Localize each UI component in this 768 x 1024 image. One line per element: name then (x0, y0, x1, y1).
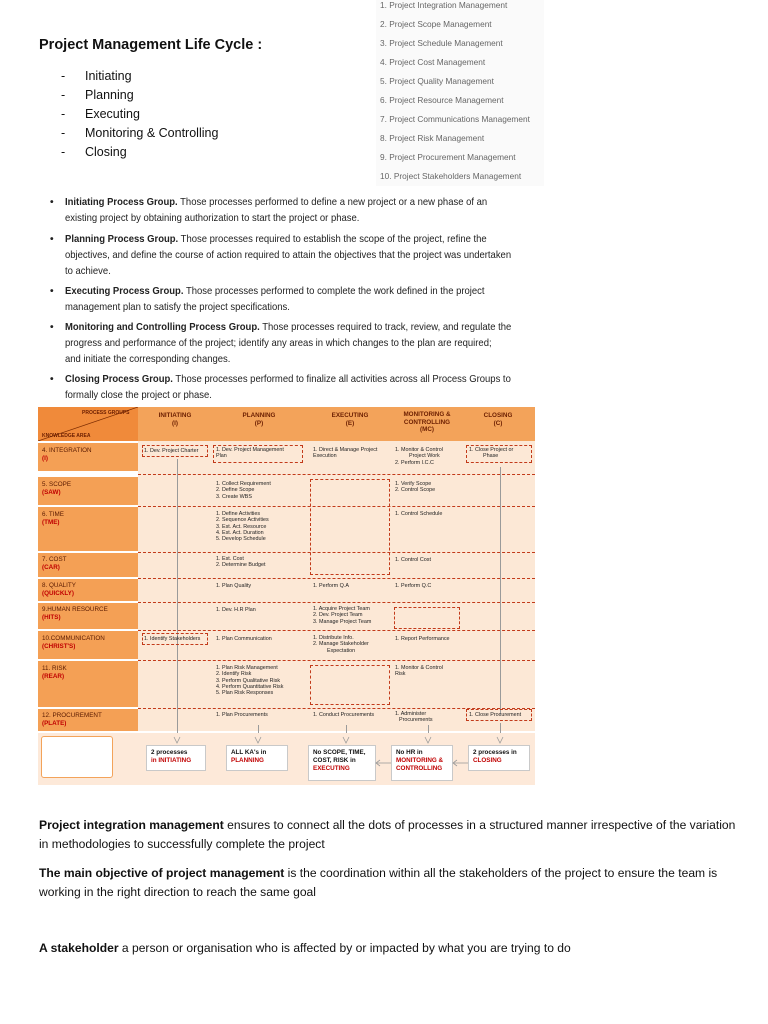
row-label-quality: 8. QUALITY (QUICKLY) (38, 579, 138, 601)
lifecycle-item: Initiating (85, 69, 132, 83)
bullet-heading: Executing Process Group. (65, 286, 184, 297)
bullet-paragraph (52, 195, 518, 227)
bullet-dot: • (50, 197, 54, 208)
knowledge-area-item: 6. Project Resource Management (380, 95, 504, 105)
bullet-line: objectives, and define the course of action required to attain the objectives that the project was undertaken (65, 250, 512, 261)
row-label-time: 6. TIME (TME) (38, 507, 138, 551)
column-header-planning: PLANNING (P) (242, 412, 276, 427)
summary-closing: 2 processes in CLOSING (468, 745, 530, 771)
knowledge-area-item: 7. Project Communications Management (380, 114, 530, 124)
cell-hr-executing: 1. Acquire Project Team 2. Dev. Project Team 3. Manage Project Team (313, 606, 372, 625)
bullet-paragraph (52, 284, 518, 316)
list-dash: - (61, 107, 66, 121)
row-divider (138, 474, 535, 475)
cell-dev-pm-plan: 1. Dev. Project Management Plan (216, 447, 284, 460)
knowledge-area-item: 3. Project Schedule Management (380, 38, 503, 48)
cell-dev-hr-plan: 1. Dev. H.R Plan (216, 607, 256, 613)
bullet-line: Those processes performed to complete the work defined in the project (185, 286, 485, 297)
cell-monitor-control-risk: 1. Monitor & Control Risk (395, 665, 443, 678)
list-dash: - (61, 69, 66, 83)
page-title: Project Management Life Cycle : (39, 37, 263, 53)
cell-identify-stakeholders: 1. Identify Stakeholders (144, 636, 201, 642)
row-label-scope: 5. SCOPE (SAW) (38, 477, 138, 505)
bullet-dot: • (50, 234, 54, 245)
summary-initiating: 2 processes in INITIATING (146, 745, 206, 771)
cell-perform-qc: 1. Perform Q.C (395, 583, 432, 589)
row-divider (138, 578, 535, 579)
row-label-cost: 7. COST (CAR) (38, 553, 138, 577)
bullet-paragraph (52, 320, 518, 368)
row-label-communication: 10.COMMUNICATION (CHRIST'S) (38, 631, 138, 659)
cell-direct-manage-execution: 1. Direct & Manage Project Execution (313, 447, 378, 460)
list-dash: - (61, 88, 66, 102)
bullet-paragraph (52, 372, 518, 404)
column-header-initiating: INITIATING (I) (158, 412, 192, 427)
cell-comm-executing: 1. Distribute Info. 2. Manage Stakeholder Expectation (313, 635, 369, 654)
bullet-line: progress and performance of the project; identify any areas in which changes to the plan are required; (65, 338, 492, 349)
bullet-heading: Monitoring and Controlling Process Group. (65, 322, 260, 333)
row-label-procurement: 12. PROCUREMENT (PLATE) (38, 709, 138, 731)
cell-administer-procurements: 1. Administer Procurements (395, 711, 433, 724)
bullet-line: Those processes performed to finalize all activities across all Process Groups to (175, 374, 511, 385)
cell-dev-project-charter: 1. Dev. Project Charter (144, 448, 199, 454)
cell-cost-planning: 1. Est. Cost 2. Determine Budget (216, 556, 266, 569)
knowledge-area-item: 1. Project Integration Management (380, 0, 508, 10)
bullet-line: and initiate the corresponding changes. (65, 354, 231, 365)
bullet-dot: • (50, 374, 54, 385)
cell-monitor-control-work: 1. Monitor & Control Project Work 2. Perform I.C.C (395, 447, 443, 466)
corner-label-knowledge-area: KNOWLEDGE AREA (42, 433, 91, 439)
column-header-closing: CLOSING (C) (483, 412, 513, 427)
cell-scope-monitoring: 1. Verify Scope 2. Control Scope (395, 481, 436, 494)
bullet-line: Those processes required to establish the scope of the project, refine the (180, 234, 487, 245)
executing-empty-box (310, 665, 390, 705)
cell-close-procurement: 1. Close Procurement (469, 712, 522, 718)
bullet-line: Those processes required to track, review, and regulate the (262, 322, 512, 333)
summary-monitoring: No HR in MONITORING & CONTROLLING (391, 745, 453, 781)
cell-close-project: 1. Close Project or Phase (469, 447, 514, 460)
row-label-human-resource: 9.HUMAN RESOURCE (HITS) (38, 603, 138, 629)
initiating-flow-line (177, 459, 178, 739)
paragraph-stakeholder: A stakeholder a person or organisation who is affected by or impacted by what you are trying to do (39, 941, 571, 955)
paragraph-objective: The main objective of project management is the coordination within all the stakeholders of the project to ensure the team is working in the right direction to reach the same goal (39, 866, 718, 899)
bullet-line: Those processes performed to define a new project or a new phase of an (180, 197, 488, 208)
summary-planning: ALL KA's in PLANNING (226, 745, 288, 771)
row-label-integration: 4. INTEGRATION (I) (38, 443, 138, 471)
knowledge-area-item: 8. Project Risk Management (380, 133, 485, 143)
list-dash: - (61, 126, 66, 140)
bullet-line: formally close the project or phase. (65, 390, 212, 401)
bullet-line: existing project by obtaining authorization to start the project or phase. (65, 213, 360, 224)
bullet-dot: • (50, 322, 54, 333)
monitoring-empty-box (394, 607, 460, 629)
lifecycle-item: Closing (85, 145, 127, 159)
cell-plan-communication: 1. Plan Communication (216, 636, 272, 642)
bullet-line: management plan to satisfy the project specifications. (65, 302, 290, 313)
lifecycle-item: Executing (85, 107, 140, 121)
cell-risk-planning: 1. Plan Risk Management 2. Identify Risk 3. Perform Qualitative Risk 4. Perform Quantitative Risk 5. Plan Risk Responses (216, 665, 284, 697)
row-label-risk: 11. RISK (REAR) (38, 661, 138, 707)
cell-scope-planning: 1. Collect Requirement 2. Define Scope 3. Create WBS (216, 481, 271, 500)
knowledge-area-item: 4. Project Cost Management (380, 57, 486, 67)
summary-arrows (38, 733, 535, 785)
row-divider (138, 630, 535, 631)
process-table (38, 407, 535, 785)
lifecycle-item: Planning (85, 88, 134, 102)
closing-flow-line (500, 467, 501, 715)
cell-plan-procurements: 1. Plan Procurements (216, 712, 268, 718)
bullet-paragraph (52, 232, 518, 280)
knowledge-area-list (376, 0, 544, 186)
cell-perform-qa: 1. Perform Q.A (313, 583, 349, 589)
knowledge-area-item: 9. Project Procurement Management (380, 152, 516, 162)
cell-time-planning: 1. Define Activities 2. Sequence Activities 3. Est. Act. Resource 4. Est. Act. Duration 5. Develop Schedule (216, 511, 269, 543)
cell-report-performance: 1. Report Performance (395, 636, 450, 642)
cell-plan-quality: 1. Plan Quality (216, 583, 252, 589)
knowledge-area-item: 10. Project Stakeholders Management (380, 171, 522, 181)
column-header-executing: EXECUTING (E) (331, 412, 369, 427)
executing-empty-box (310, 479, 390, 575)
paragraph-integration: Project integration management ensures to connect all the dots of processes in a structured manner irrespective of the variation in methodologies to successfully complete the project (39, 818, 736, 851)
bullet-heading: Planning Process Group. (65, 234, 179, 245)
bullet-dot: • (50, 286, 54, 297)
knowledge-area-item: 5. Project Quality Management (380, 76, 494, 86)
row-divider (138, 602, 535, 603)
bullet-line: to achieve. (65, 266, 111, 277)
corner-label-process-groups: PROCESS GROUPS (82, 410, 130, 416)
summary-executing: No SCOPE, TIME, COST, RISK in EXECUTING (308, 745, 376, 781)
cell-control-cost: 1. Control Cost (395, 557, 431, 563)
cell-control-schedule: 1. Control Schedule (395, 511, 443, 517)
cell-conduct-procurements: 1. Conduct Procurements (313, 712, 375, 718)
bullet-heading: Closing Process Group. (65, 374, 173, 385)
row-divider (138, 660, 535, 661)
bullet-heading: Initiating Process Group. (65, 197, 178, 208)
lifecycle-item: Monitoring & Controlling (85, 126, 219, 140)
knowledge-area-item: 2. Project Scope Management (380, 19, 492, 29)
column-header-monitoring: MONITORING & CONTROLLING (MC) (403, 411, 451, 433)
list-dash: - (61, 145, 66, 159)
